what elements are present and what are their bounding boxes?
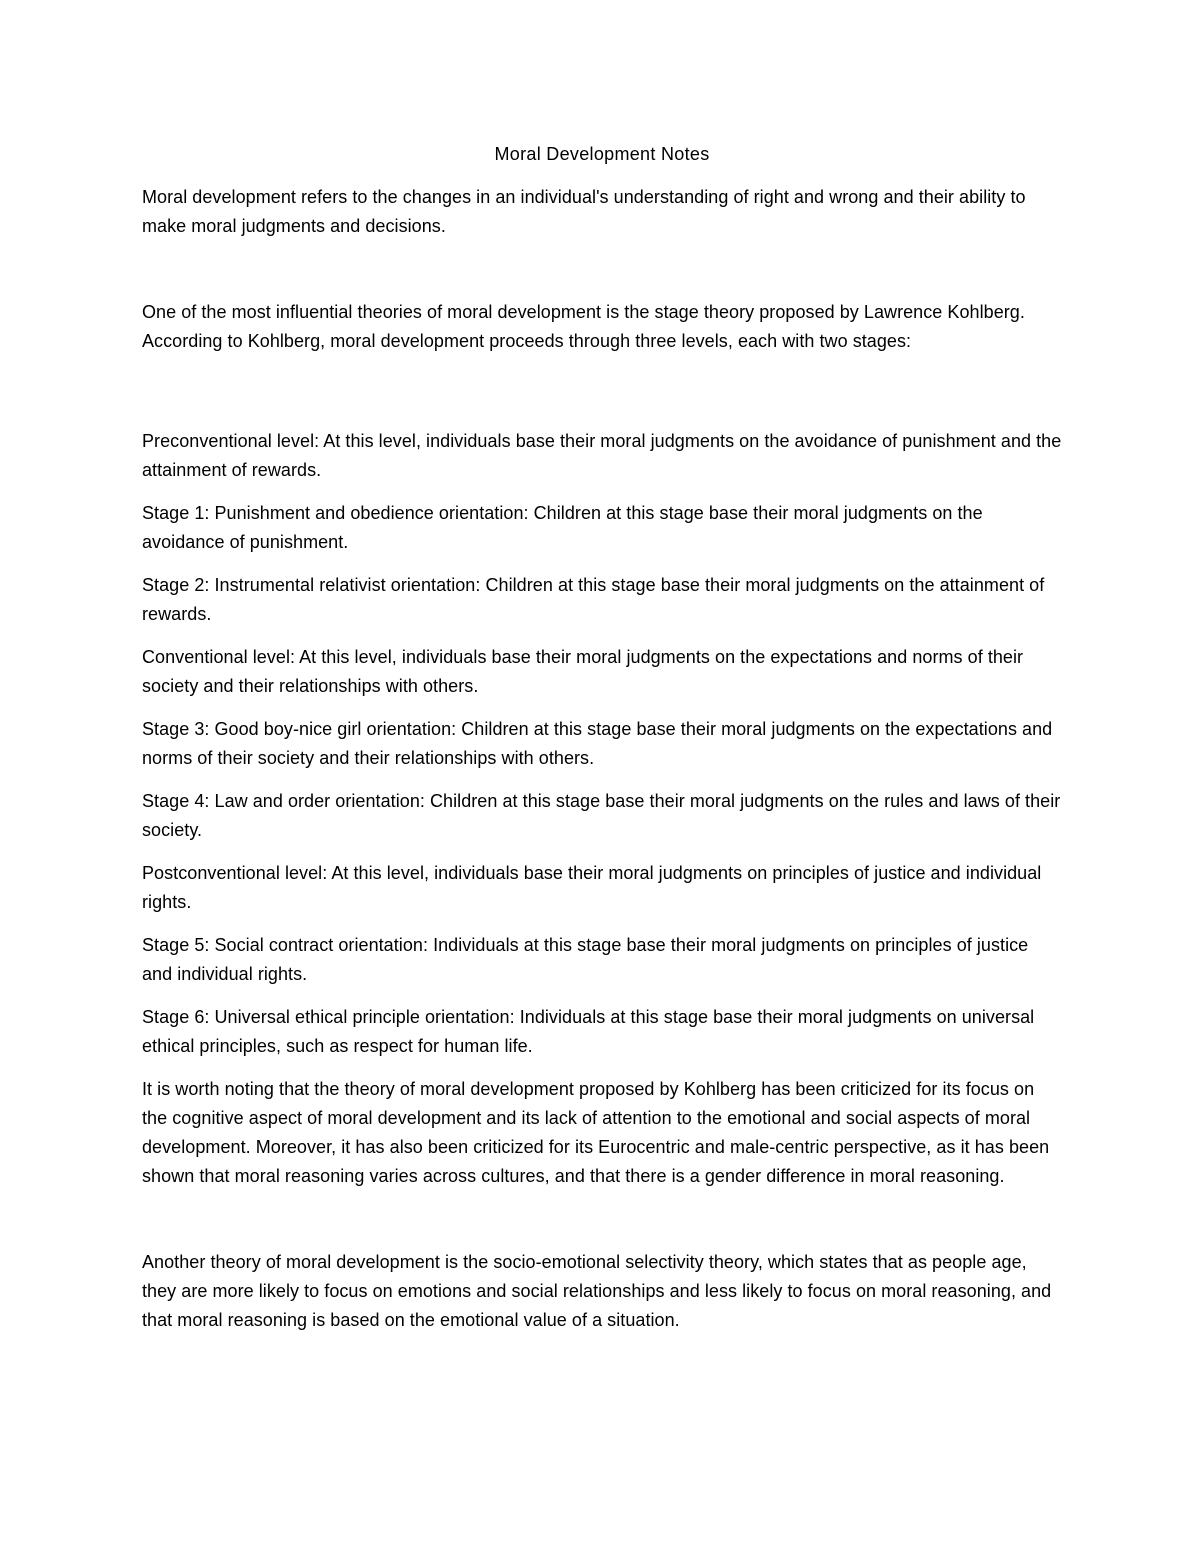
- paragraph-stage-1: Stage 1: Punishment and obedience orientation: Children at this stage base their moral judgments on the avoidance of punishment.: [142, 503, 983, 552]
- paragraph-socioemotional-theory: Another theory of moral development is the socio-emotional selectivity theory, which states that as people age, they are more likely to focus on emotions and social relationships and less likely to focus on moral reasoning, and that moral reasoning is based on the emotional value of a situation.: [142, 1252, 1052, 1330]
- document-body: [142, 140, 1062, 1335]
- paragraph-stage-6: Stage 6: Universal ethical principle orientation: Individuals at this stage base their moral judgments on universal ethical principles, such as respect for human life.: [142, 1007, 1035, 1056]
- paragraph-intro: Moral development refers to the changes in an individual's understanding of right and wrong and their ability to make moral judgments and decisions.: [142, 187, 1026, 236]
- paragraph-conventional-level: Conventional level: At this level, individuals base their moral judgments on the expectations and norms of their society and their relationships with others.: [142, 647, 1024, 696]
- paragraph-postconventional-level: Postconventional level: At this level, individuals base their moral judgments on principles of justice and individual rights.: [142, 863, 1042, 912]
- paragraph-preconventional-level: Preconventional level: At this level, individuals base their moral judgments on the avoidance of punishment and the attainment of rewards.: [142, 431, 1062, 480]
- paragraph-kohlberg-theory: One of the most influential theories of moral development is the stage theory proposed by Lawrence Kohlberg. According to Kohlberg, moral development proceeds through three levels, each with two stages:: [142, 302, 1025, 351]
- document-title: Moral Development Notes: [494, 144, 710, 164]
- paragraph-stage-2: Stage 2: Instrumental relativist orientation: Children at this stage base their moral judgments on the attainment of rewards.: [142, 575, 1045, 624]
- paragraph-criticism: It is worth noting that the theory of moral development proposed by Kohlberg has been criticized for its focus on the cognitive aspect of moral development and its lack of attention to the emotional and social aspects of moral development. Moreover, it has also been criticized for its Eurocentric and male-centric perspective, as it has been shown that moral reasoning varies across cultures, and that there is a gender difference in moral reasoning.: [142, 1079, 1050, 1186]
- paragraph-stage-4: Stage 4: Law and order orientation: Children at this stage base their moral judgments on the rules and laws of their society.: [142, 791, 1061, 840]
- paragraph-stage-5: Stage 5: Social contract orientation: Individuals at this stage base their moral judgments on principles of justice and individual rights.: [142, 935, 1029, 984]
- paragraph-stage-3: Stage 3: Good boy-nice girl orientation: Children at this stage base their moral judgments on the expectations and norms of their society and their relationships with others.: [142, 719, 1053, 768]
